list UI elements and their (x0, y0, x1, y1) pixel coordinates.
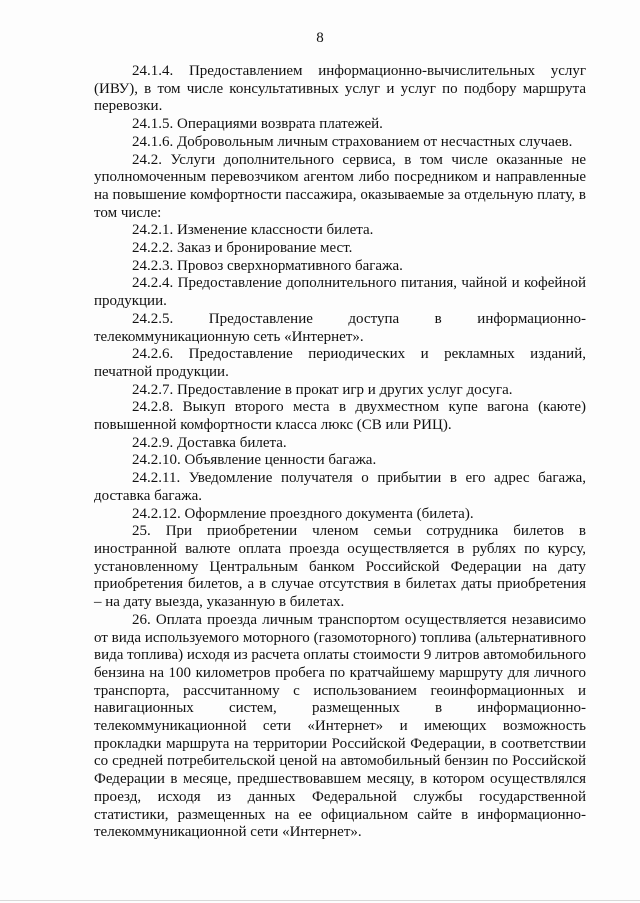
paragraph-24-2-1: 24.2.1. Изменение классности билета. (132, 222, 374, 239)
paragraph-24-2-6: 24.2.6. Предоставление периодических и рекламных изданий, печатной продукции. (94, 346, 586, 380)
paragraph-25: 25. При приобретении членом семьи сотрудника билетов в иностранной валюте оплата проезда осуществляется в рублях по курсу, установленному Центральным банком Российской Федерации на дату приобретения билетов, а в случае отсутствия в билетах даты приобретения – на дату выезда, указанную в билетах. (94, 523, 586, 611)
paragraph-24-2-7: 24.2.7. Предоставление в прокат игр и других услуг досуга. (132, 381, 513, 398)
paragraph-24-2: 24.2. Услуги дополнительного сервиса, в том числе оказанные не уполномоченным перевозчиком агентом либо посредником и направленные на повышение комфортности пассажира, оказываемые за отдельную плату, в том числе: (94, 151, 586, 221)
paragraph-24-1-4: 24.1.4. Предоставлением информационно-вычислительных услуг (ИВУ), в том числе консультативных услуг и услуг по подбору маршрута перевозки. (94, 63, 586, 115)
paragraph-24-2-5: 24.2.5. Предоставление доступа в информационно-телекоммуникационную сеть «Интернет». (94, 310, 586, 345)
paragraph-24-1-5: 24.1.5. Операциями возврата платежей. (132, 116, 383, 133)
document-body (94, 63, 586, 842)
paragraph-26: 26. Оплата проезда личным транспортом осуществляется независимо от вида используемого моторного (газомоторного) топлива (альтернативного вида топлива) исходя из расчета оплаты стоимости 9 литров автомобильного бензина на 100 километров пробега по кратчайшему маршруту для личного транспорта, рассчитанному с использованием геоинформационных и навигационных систем, размещенных в информационно-телекоммуникационной сети «Интернет» и имеющих возможность прокладки маршрута на территории Российской Федерации, в соответствии со средней потребительской ценой на автомобильный бензин по Российской Федерации в месяце, предшествовавшем месяцу, в котором осуществлялся проезд, исходя из данных Федеральной службы государственной статистики, размещенных на ее официальном сайте в информационно-телекоммуникационной сети «Интернет». (94, 611, 586, 841)
paragraph-24-2-4: 24.2.4. Предоставление дополнительного питания, чайной и кофейной продукции. (94, 275, 586, 310)
paragraph-24-2-8: 24.2.8. Выкуп второго места в двухместном купе вагона (каюте) повышенной комфортности класса люкс (СВ или РИЦ). (94, 399, 586, 434)
paragraph-24-2-11: 24.2.11. Уведомление получателя о прибытии в его адрес багажа, доставка багажа. (94, 470, 586, 504)
paragraph-24-1-6: 24.1.6. Добровольным личным страхованием от несчастных случаев. (132, 133, 573, 150)
paragraph-24-2-2: 24.2.2. Заказ и бронирование мест. (132, 240, 353, 257)
paragraph-24-2-9: 24.2.9. Доставка билета. (132, 434, 287, 451)
page-bottom-edge (0, 900, 640, 901)
paragraph-24-2-3: 24.2.3. Провоз сверхнормативного багажа. (132, 257, 403, 274)
paragraph-24-2-12: 24.2.12. Оформление проездного документа (билета). (132, 505, 474, 522)
page-number: 8 (316, 30, 324, 46)
paragraph-24-2-10: 24.2.10. Объявление ценности багажа. (132, 452, 377, 469)
